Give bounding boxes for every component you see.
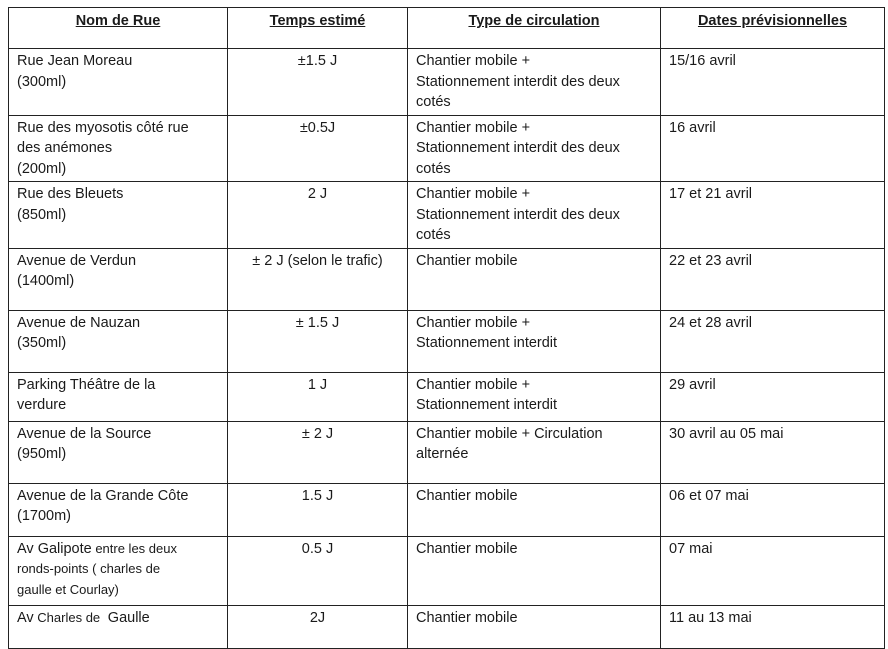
traffic-cell: Chantier mobile <box>408 248 661 310</box>
dates-cell: 16 avril <box>661 115 885 182</box>
time-cell: 2 J <box>228 182 408 249</box>
street-cell: Avenue de la Source (950ml) <box>9 421 228 483</box>
traffic-cell: Chantier mobile <box>408 536 661 605</box>
time-cell: 1 J <box>228 372 408 421</box>
dates-cell: 06 et 07 mai <box>661 483 885 536</box>
dates-cell: 22 et 23 avril <box>661 248 885 310</box>
time-cell: ± 1.5 J <box>228 310 408 372</box>
traffic-cell: Chantier mobile <box>408 605 661 648</box>
time-cell: ± 2 J <box>228 421 408 483</box>
header-row <box>9 8 885 49</box>
time-cell: 1.5 J <box>228 483 408 536</box>
table-row <box>9 49 885 116</box>
street-cell: Rue des myosotis côté rue des anémones (200ml) <box>9 115 228 182</box>
traffic-cell: Chantier mobile + Stationnement interdit <box>408 310 661 372</box>
works-schedule-table <box>8 7 885 649</box>
table-row <box>9 115 885 182</box>
street-cell: Rue des Bleuets (850ml) <box>9 182 228 249</box>
time-cell: 2J <box>228 605 408 648</box>
table-row <box>9 605 885 648</box>
dates-cell: 11 au 13 mai <box>661 605 885 648</box>
table-row <box>9 421 885 483</box>
table-row <box>9 248 885 310</box>
dates-cell: 07 mai <box>661 536 885 605</box>
table-row <box>9 310 885 372</box>
time-cell: ±1.5 J <box>228 49 408 116</box>
street-cell: Rue Jean Moreau (300ml) <box>9 49 228 116</box>
table-row <box>9 536 885 605</box>
dates-cell: 17 et 21 avril <box>661 182 885 249</box>
street-cell: Av Galipote entre les deux ronds-points ( charles de gaulle et Courlay) <box>9 536 228 605</box>
traffic-cell: Chantier mobile + Stationnement interdit <box>408 372 661 421</box>
street-cell: Parking Théâtre de la verdure <box>9 372 228 421</box>
traffic-cell: Chantier mobile + Stationnement interdit des deux cotés <box>408 182 661 249</box>
header-street: Nom de Rue <box>9 8 228 49</box>
traffic-cell: Chantier mobile + Stationnement interdit des deux cotés <box>408 49 661 116</box>
table-row <box>9 182 885 249</box>
street-cell: Avenue de Nauzan (350ml) <box>9 310 228 372</box>
dates-cell: 29 avril <box>661 372 885 421</box>
street-cell: Avenue de la Grande Côte (1700m) <box>9 483 228 536</box>
time-cell: ±0.5J <box>228 115 408 182</box>
dates-cell: 24 et 28 avril <box>661 310 885 372</box>
table-row <box>9 483 885 536</box>
header-dates: Dates prévisionnelles <box>661 8 885 49</box>
header-time: Temps estimé <box>228 8 408 49</box>
header-traffic: Type de circulation <box>408 8 661 49</box>
dates-cell: 30 avril au 05 mai <box>661 421 885 483</box>
street-cell: Avenue de Verdun (1400ml) <box>9 248 228 310</box>
table-row <box>9 372 885 421</box>
time-cell: 0.5 J <box>228 536 408 605</box>
street-cell: Av Charles de Gaulle <box>9 605 228 648</box>
traffic-cell: Chantier mobile + Circulation alternée <box>408 421 661 483</box>
time-cell: ± 2 J (selon le trafic) <box>228 248 408 310</box>
traffic-cell: Chantier mobile <box>408 483 661 536</box>
dates-cell: 15/16 avril <box>661 49 885 116</box>
traffic-cell: Chantier mobile + Stationnement interdit des deux cotés <box>408 115 661 182</box>
